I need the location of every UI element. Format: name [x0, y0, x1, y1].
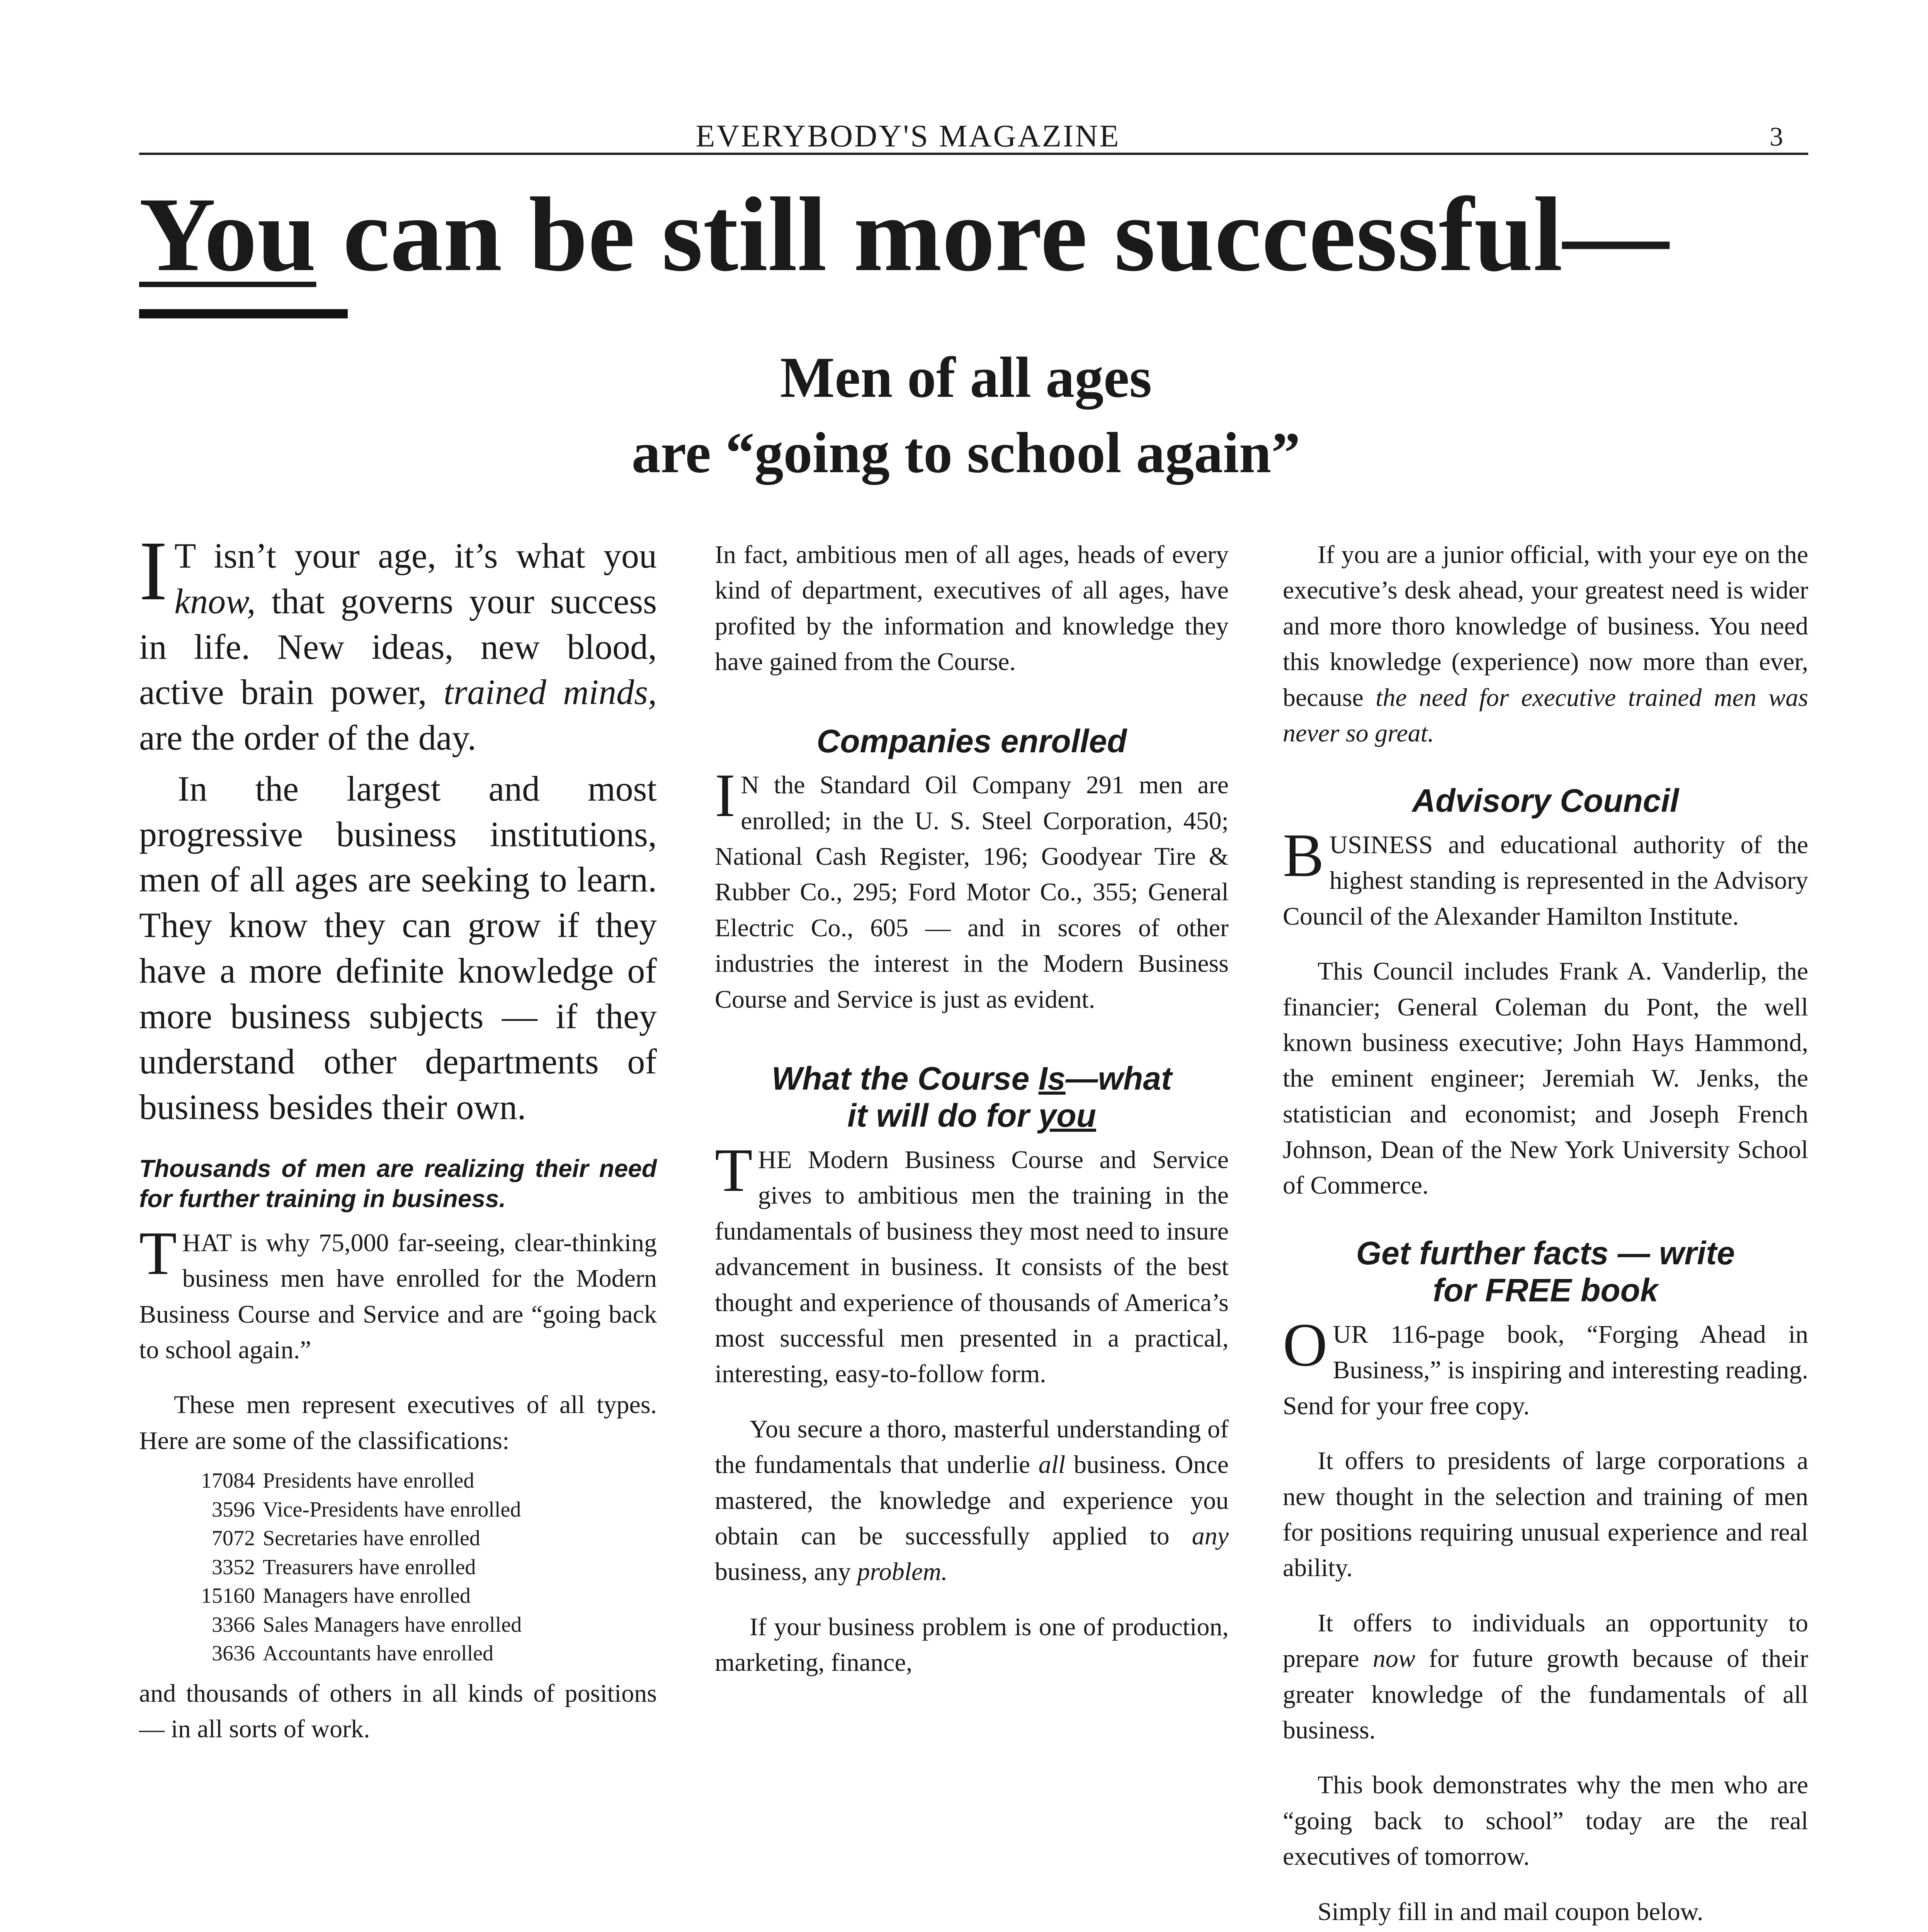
offers-paragraph: It offers to presidents of large corporations a new thought in the selection and training of men for positions requiring unusual experience and real ability. — [1283, 1447, 1808, 1582]
intro-paragraph: I T isn’t your age, it’s what you know, that governs your success in life. New ideas, new blood, active brain power, trained minds, are the order of the day. — [139, 524, 657, 757]
advisory-paragraph: BUSINESS and educational authority of the highest standing is represented in the Advisory Council of the Alexander Hamilton Institute. — [1283, 820, 1808, 930]
closing-paragraph: and thousands of others in all kinds of positions — in all sorts of work. — [139, 1679, 657, 1743]
drop-cap: I — [715, 761, 736, 830]
column-3 — [1283, 537, 1808, 1932]
course-heading: What the Course Is—what it will do for you — [771, 1060, 1172, 1134]
facts-heading: Get further facts — write for FREE book — [1356, 1235, 1735, 1309]
subheadline — [386, 340, 1545, 491]
progressive-paragraph: In the largest and most progressive business institutions, men of all ages are seeking to learn. They know they can grow if they have a more definite knowledge of more business subjects — if they understand other departments of business besides their own. — [139, 769, 657, 1127]
drop-cap: T — [139, 1218, 177, 1287]
advisory-heading: Advisory Council — [1412, 782, 1679, 819]
magazine-title: EVERYBODY'S MAGAZINE — [695, 118, 1120, 153]
enrollment-stats — [139, 1466, 657, 1668]
subhead-line2: are “going to school again” — [631, 421, 1301, 485]
thousands-subhead: Thousands of men are realizing their need for further training in business. — [139, 1154, 657, 1213]
drop-cap: T — [715, 1136, 753, 1205]
drop-cap: I — [139, 524, 168, 618]
companies-paragraph: I N the Standard Oil Company 291 men are enrolled; in the U. S. Steel Corporation, 450; National Cash Register, 196; Goodyear Tire & Rubber Co., 295; Ford Motor Co., 355; General Electric Co., 605 — and in scores of other industries the interest in the Modern Business Course and Service is just as evident. — [715, 761, 1229, 1014]
stat-row: 17084 Presidents have enrolled — [201, 1469, 474, 1493]
stat-row: 15160 Managers have enrolled — [201, 1584, 471, 1608]
simply-paragraph: Simply fill in and mail coupon below. — [1318, 1897, 1704, 1926]
junior-paragraph: If you are a junior official, with your eye on the executive’s desk ahead, your greatest need is wider and more thoro knowledge of business. You need this knowledge (experience) now more than ever, because the need for executive trained men was never so great. — [1283, 541, 1808, 747]
stat-row: 3366 Sales Managers have enrolled — [212, 1612, 522, 1637]
that-paragraph: THAT is why 75,000 far-seeing, clear-thinking business men have enrolled for the Modern Business Course and Service and are “going back to school again.” — [139, 1218, 657, 1364]
stat-row: 3352 Treasurers have enrolled — [212, 1555, 476, 1579]
problem-paragraph-start: If your business problem is one of production, marketing, finance, — [715, 1612, 1229, 1677]
course-paragraph: THE Modern Business Course and Service gives to ambitious men the training in the fundamentals of business they most need to insure advancement in business. It consists of the best thought and experience of thousands of America’s most successful men presented in a practical, interesting, easy-to-follow form. — [715, 1136, 1229, 1388]
subhead-line1: Men of all ages — [780, 345, 1152, 410]
headline — [139, 176, 1839, 293]
book-paragraph: This book demonstrates why the men who are “going back to school” today are the real executives of tomorrow. — [1283, 1771, 1808, 1871]
drop-cap: B — [1283, 820, 1324, 889]
fact-paragraph: In fact, ambitious men of all ages, heads of every kind of department, executives of all ages, have profited by the information and knowledge they have gained from the Course. — [715, 541, 1229, 676]
headline-rest: can be still more successful— — [316, 176, 1669, 293]
stat-row: 3636 Accountants have enrolled — [212, 1641, 494, 1666]
facts-paragraph: OUR 116-page book, “Forging Ahead in Business,” is inspiring and interesting reading. Send for your free copy. — [1283, 1310, 1808, 1420]
column-2 — [715, 537, 1229, 1681]
page-number: 3 — [1770, 122, 1783, 152]
these-paragraph: These men represent executives of all types. Here are some of the classifications: — [139, 1391, 657, 1455]
column-1 — [139, 524, 657, 1747]
individuals-paragraph: It offers to individuals an opportunity to prepare now for future growth because of their greater knowledge of the fundamentals of all business. — [1283, 1609, 1809, 1744]
drop-cap: O — [1283, 1310, 1328, 1379]
headline-you: You — [139, 176, 316, 293]
companies-heading: Companies enrolled — [816, 723, 1127, 759]
council-paragraph: This Council includes Frank A. Vanderlip, the financier; General Coleman du Pont, the well known business executive; John Hays Hammond, the eminent engineer; Jeremiah W. Jenks, the statistician and economist; and Joseph French Johnson, Dean of the New York University School of Commerce. — [1283, 957, 1808, 1200]
headline-underbar — [139, 309, 348, 318]
stat-row: 7072 Secretaries have enrolled — [212, 1526, 480, 1551]
secure-paragraph: You secure a thoro, masterful understanding of the fundamentals that underlie all business. Once mastered, the knowledge and experience you obtain can be successfully applied to any business, any problem. — [715, 1415, 1229, 1586]
stat-row: 3596 Vice-Presidents have enrolled — [212, 1497, 521, 1522]
header-rule — [139, 153, 1808, 155]
